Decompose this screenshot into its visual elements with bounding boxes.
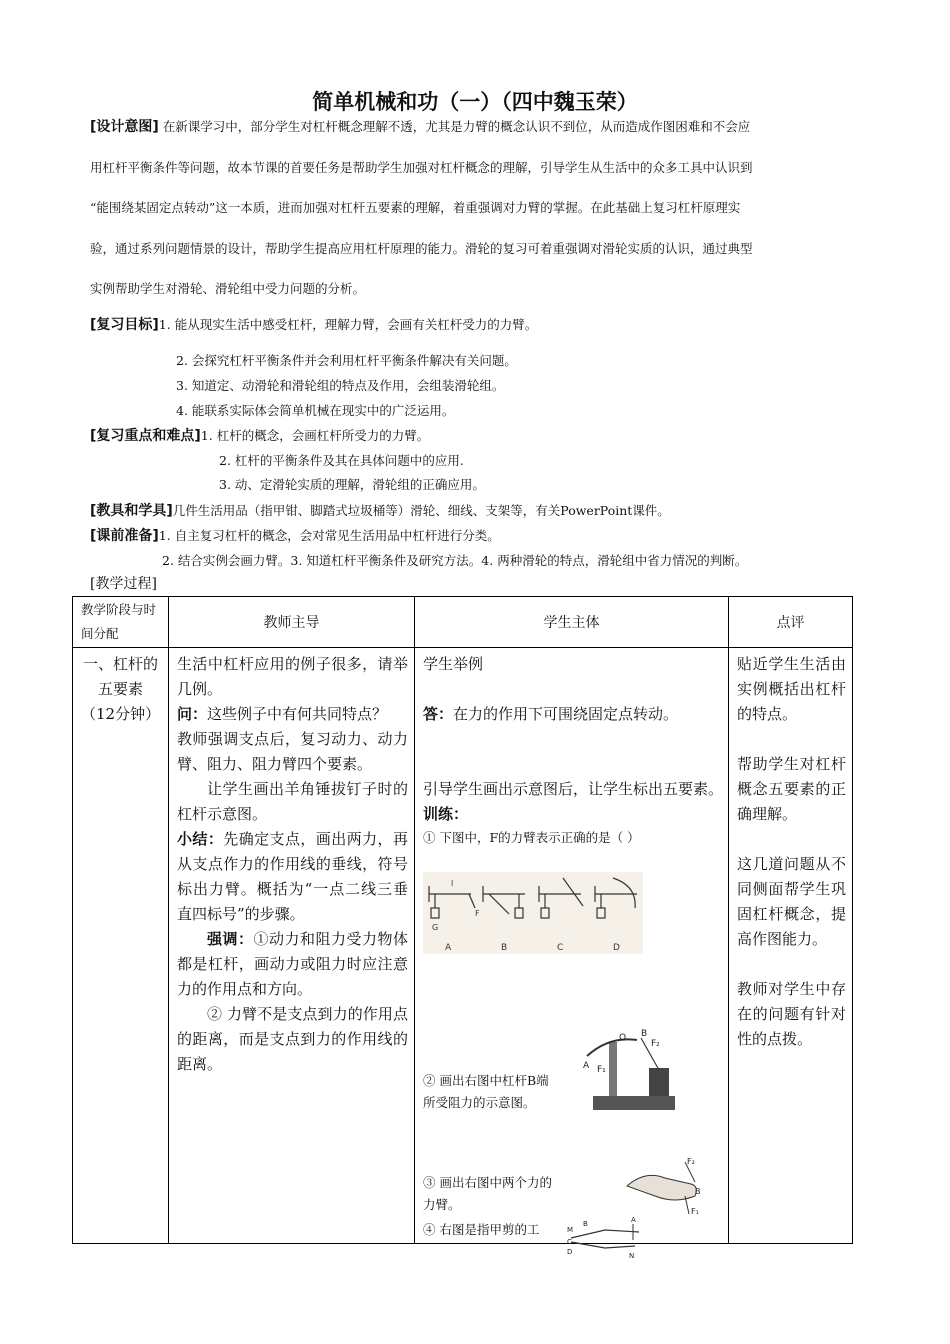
comment-content: [729, 648, 852, 1052]
tools-line: [教具和学具]几件生活用品（指甲钳、脚踏式垃圾桶等）滑轮、细线、支架等，有关PowerPoint课件。: [90, 503, 670, 519]
teacher-summary: 小结：先确定支点，画出两力，再从支点作力的作用线的垂线，符号标出力臂。概括为“一点二线三垂直四标号”的步骤。: [177, 830, 408, 923]
student-training: 训练：: [423, 805, 469, 823]
teacher-p1: 生活中杠杆应用的例子很多，请举几例。: [177, 655, 408, 698]
student-s2: 引导学生画出示意图后，让学生标出五要素。: [423, 780, 724, 798]
goals-line-3: 3. 知道定、动滑轮和滑轮组的特点及作用，会组装滑轮组。: [176, 378, 505, 393]
teaching-process-table: [72, 596, 853, 1260]
fig1-mark-F: F: [475, 909, 480, 918]
fig3-label-b: B: [695, 1187, 701, 1196]
student-content: [415, 648, 728, 849]
header-teacher: 教师主导: [169, 597, 415, 648]
design-intent-line-3: “能围绕某固定点转动”这一本质，进而加强对杠杆五要素的理解，着重强调对力臂的掌握。在此基础上复习杠杆原理实: [90, 200, 741, 215]
header-stage: 教学阶段与时间分配: [73, 597, 169, 648]
teacher-p2: 教师强调支点后，复习动力、动力臂、阻力、阻力臂四个要素。: [177, 730, 408, 773]
fig4-label-c: C: [567, 1238, 572, 1246]
process-label: [教学过程]: [90, 576, 157, 592]
fig4-label-m: M: [567, 1226, 574, 1234]
fig2-label-o: O: [619, 1033, 627, 1043]
design-intent-line-1: [设计意图] 在新课学习中，部分学生对杠杆概念理解不透，尤其是力臂的概念认识不到位，从而造成作图困难和不会应: [90, 119, 751, 135]
question-3: ③ 画出右图中两个力的力臂。: [423, 1175, 552, 1212]
fig2-label-f2: F₂: [651, 1039, 660, 1049]
comment-3: 这几道问题从不同侧面帮学生巩固杠杆概念，提高作图能力。: [737, 855, 846, 948]
prep-label: [课前准备]: [90, 528, 159, 544]
question-2: ② 画出右图中杠杆B端所受阻力的示意图。: [423, 1073, 549, 1110]
comment-cell: [729, 648, 853, 1244]
lever-b-figure: [579, 1028, 691, 1120]
student-answer: 答：在力的作用下可围绕固定点转动。: [423, 705, 679, 723]
tools-label: [教具和学具]: [90, 503, 173, 519]
stage-text: 一、杠杆的五要素（12分钟）: [81, 655, 161, 723]
header-comment: 点评: [729, 597, 853, 648]
student-s1: 学生举例: [423, 655, 484, 673]
fig4-label-b: B: [583, 1220, 588, 1228]
prep-line-2: 2. 结合实例会画力臂。3. 知道杠杆平衡条件及研究方法。4. 两种滑轮的特点，滑轮组中省力情况的判断。: [162, 553, 748, 568]
goals-line-4: 4. 能联系实际体会简单机械在现实中的广泛运用。: [176, 403, 455, 418]
teacher-p3: 让学生画出羊角锤拔钉子时的杠杆示意图。: [177, 780, 408, 823]
fig1-label-a: A: [445, 943, 452, 953]
table-header-row: [73, 597, 853, 648]
prep-line-1: [课前准备]1. 自主复习杠杆的概念，会对常见生活用品中杠杆进行分类。: [90, 528, 500, 544]
comment-2: 帮助学生对杠杆概念五要素的正确理解。: [737, 755, 846, 823]
fig2-label-b: B: [641, 1029, 648, 1039]
fig1-mark-G: G: [432, 923, 439, 932]
comment-1: 贴近学生生活由实例概括出杠杆的特点。: [737, 655, 846, 723]
fig1-label-d: D: [613, 943, 620, 953]
page-title: 简单机械和功（一）（四中魏玉荣）: [312, 90, 638, 114]
keypoints-label: [复习重点和难点]: [90, 428, 201, 444]
fig1-label-c: C: [557, 943, 564, 953]
keypoints-line-2: 2. 杠杆的平衡条件及其在具体问题中的应用.: [219, 453, 464, 468]
design-intent-section: [90, 114, 860, 317]
teacher-p4: ② 力臂不是支点到力的作用点的距离，而是支点到力的作用线的距离。: [177, 1005, 408, 1073]
question-4: ④ 右图是指甲剪的工: [423, 1222, 540, 1237]
header-student: 学生主体: [415, 597, 729, 648]
table-row: [73, 648, 853, 1244]
comment-4: 教师对学生中存在的问题有针对性的点拨。: [737, 980, 846, 1048]
stage-cell: [73, 648, 169, 1244]
keypoints-line-3: 3. 动、定滑轮实质的理解，滑轮组的正确应用。: [219, 477, 485, 492]
teacher-emphasis: 强调：①动力和阻力受力物体都是杠杆，画动力或阻力时应注意力的作用点和方向。: [177, 930, 408, 998]
fig4-label-n: N: [629, 1252, 635, 1260]
fig1-label-b: B: [501, 943, 508, 953]
two-forces-figure: [625, 1156, 705, 1220]
fig3-label-f1: F₁: [691, 1207, 699, 1216]
keypoints-line-1: [复习重点和难点]1. 杠杆的概念，会画杠杆所受力的力臂。: [90, 428, 430, 444]
fig2-label-a: A: [583, 1061, 590, 1071]
teacher-cell: [169, 648, 415, 1244]
goals-line-2: 2. 会探究杠杆平衡条件并会利用杠杆平衡条件解决有关问题。: [176, 353, 517, 368]
design-intent-line-2: 用杠杆平衡条件等问题，故本节课的首要任务是帮助学生加强对杠杆概念的理解，引导学生从生活中的众多工具中认识到: [90, 159, 753, 175]
fig3-label-f2: F₂: [687, 1157, 695, 1166]
teacher-question: 问：这些例子中有何共同特点？: [177, 705, 388, 723]
goals-label: [复习目标]: [90, 317, 159, 333]
fig2-label-f1: F₁: [597, 1065, 606, 1075]
teacher-content: [169, 648, 414, 1077]
lever-options-figure: [423, 872, 643, 954]
design-intent-line-4: 验，通过系列问题情景的设计，帮助学生提高应用杠杆原理的能力。滑轮的复习可着重强调对滑轮实质的认识，通过典型: [90, 240, 753, 256]
design-intent-line-5: 实例帮助学生对滑轮、滑轮组中受力问题的分析。: [90, 281, 366, 296]
goals-line-1: [复习目标]1. 能从现实生活中感受杠杆，理解力臂，会画有关杠杆受力的力臂。: [90, 317, 538, 333]
design-intent-label: [设计意图]: [90, 119, 159, 135]
fig4-label-a: A: [631, 1216, 636, 1224]
question-1: ① 下图中，F的力臂表示正确的是（ ）: [423, 830, 640, 845]
nail-clipper-figure: [565, 1216, 655, 1260]
fig1-mark-l: l: [451, 879, 454, 888]
fig4-label-d: D: [567, 1248, 573, 1256]
student-cell: [415, 648, 729, 1260]
